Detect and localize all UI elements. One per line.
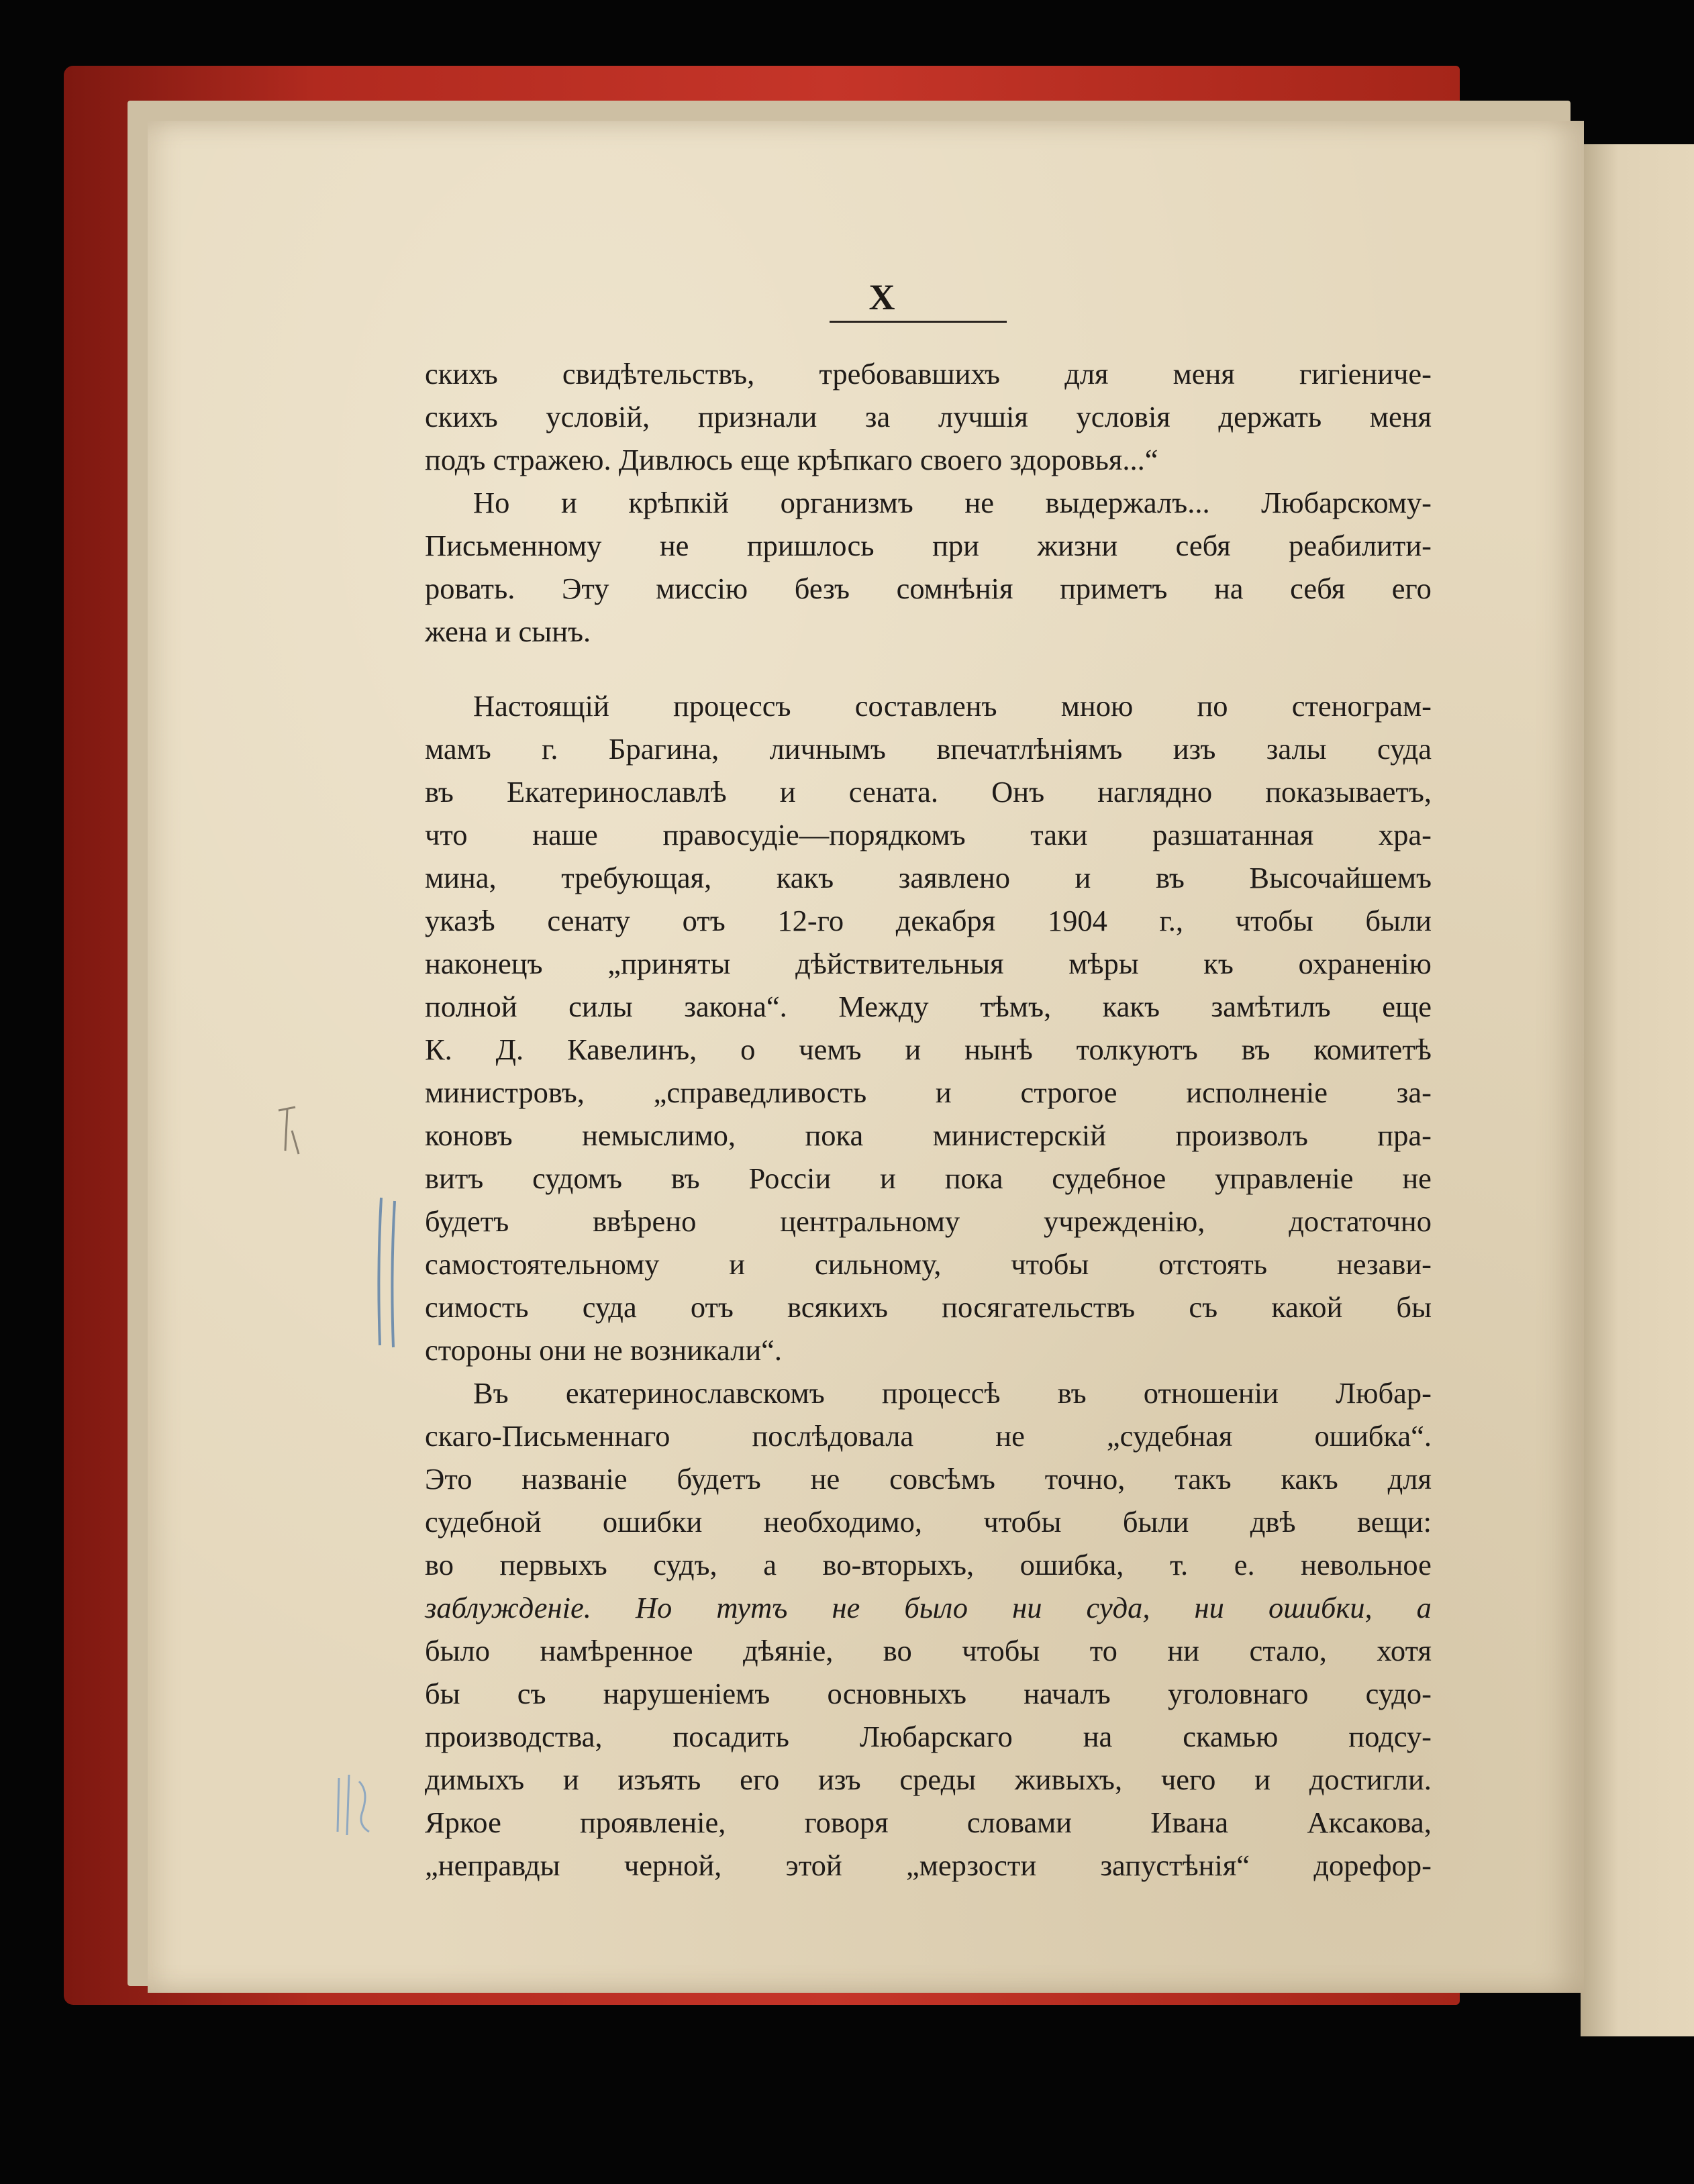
text-line: что наше правосудіе—порядкомъ таки разшатанная хра- <box>425 818 1432 851</box>
text-line: скаго-Письменнаго послѣдовала не „судебная ошибка“. <box>425 1419 1432 1453</box>
text-line: заблужденіе. Но тутъ не было ни суда, ни ошибки, а <box>425 1591 1432 1624</box>
text-line: скихъ условій, признали за лучшія условія держать меня <box>425 400 1432 433</box>
text-line: было намѣренное дѣяніе, во чтобы то ни стало, хотя <box>425 1634 1432 1667</box>
text-line: „неправды черной, этой „мерзости запустѣнія“ дорефор- <box>425 1849 1432 1882</box>
text-line: витъ судомъ въ Россіи и пока судебное управленіе не <box>425 1161 1432 1195</box>
text-line: самостоятельному и сильному, чтобы отстоять незави- <box>425 1247 1432 1281</box>
text-line: указѣ сенату отъ 12-го декабря 1904 г., чтобы были <box>425 904 1432 937</box>
text-line: наконецъ „приняты дѣйствительныя мѣры къ охраненію <box>425 947 1432 980</box>
text-line: ровать. Эту миссію безъ сомнѣнія приметъ на себя его <box>425 572 1432 605</box>
text-line: въ Екатеринославлѣ и сената. Онъ наглядно показываетъ, <box>425 775 1432 809</box>
text-line: мамъ г. Брагина, личнымъ впечатлѣніямъ изъ залы суда <box>425 732 1432 766</box>
page-text <box>425 352 1432 1887</box>
page-number: X <box>868 277 897 317</box>
pencil-margin-lines <box>369 1194 409 1349</box>
margin-scratch <box>275 1104 302 1157</box>
text-line: жена и сынъ. <box>425 615 591 648</box>
text-line: К. Д. Кавелинъ, о чемъ и нынѣ толкуютъ въ комитетѣ <box>425 1033 1432 1066</box>
text-line: стороны они не возникали“. <box>425 1333 783 1367</box>
text-line: во первыхъ судъ, а во-вторыхъ, ошибка, т. е. невольное <box>425 1548 1432 1581</box>
text-line: Настоящій процессъ составленъ мною по стенограм- <box>473 689 1432 723</box>
text-line: полной силы закона“. Между тѣмъ, какъ замѣтилъ еще <box>425 990 1432 1023</box>
text-line: Письменному не пришлось при жизни себя реабилити- <box>425 529 1432 562</box>
text-line: Въ екатеринославскомъ процессѣ въ отношеніи Любар- <box>473 1376 1432 1410</box>
text-line: бы съ нарушеніемъ основныхъ началъ уголовнаго судо- <box>425 1677 1432 1710</box>
text-line: судебной ошибки необходимо, чтобы были двѣ вещи: <box>425 1505 1432 1539</box>
text-line: подъ стражею. Дивлюсь еще крѣпкаго своего здоровья...“ <box>425 443 1158 476</box>
text-line: димыхъ и изъять его изъ среды живыхъ, чего и достигли. <box>425 1763 1432 1796</box>
facing-page-edge <box>1581 144 1694 2036</box>
text-line: Но и крѣпкій организмъ не выдержалъ... Любарскому- <box>473 486 1432 519</box>
text-line: мина, требующая, какъ заявлено и въ Высочайшемъ <box>425 861 1432 894</box>
text-line: министровъ, „справедливость и строгое исполненіе за- <box>425 1076 1432 1109</box>
text-line: производства, посадить Любарскаго на скамью подсу- <box>425 1720 1432 1753</box>
text-line: симость суда отъ всякихъ посягательствъ съ какой бы <box>425 1290 1432 1324</box>
text-line: Яркое проявленіе, говоря словами Ивана Аксакова, <box>425 1806 1432 1839</box>
text-line: будетъ ввѣрено центральному учрежденію, достаточно <box>425 1204 1432 1238</box>
pencil-margin-mark <box>332 1771 379 1838</box>
text-line: Это названіе будетъ не совсѣмъ точно, такъ какъ для <box>425 1462 1432 1496</box>
text-line: скихъ свидѣтельствъ, требовавшихъ для меня гигіениче- <box>425 357 1432 391</box>
text-line: коновъ немыслимо, пока министерскій произволъ пра- <box>425 1119 1432 1152</box>
header-rule <box>830 321 1007 323</box>
